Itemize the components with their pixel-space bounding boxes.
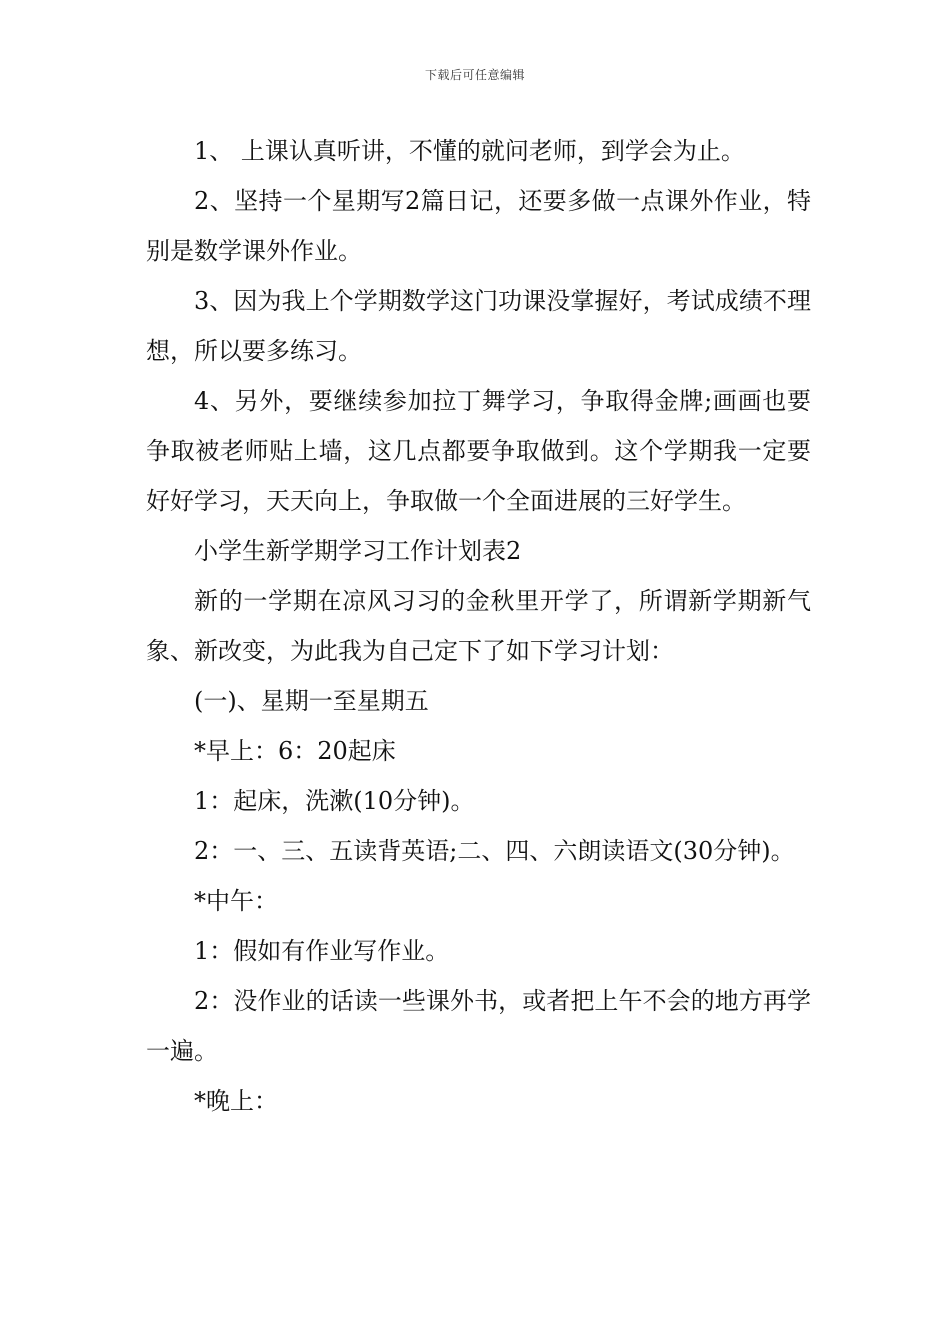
evening-heading: *晚上： (194, 1087, 278, 1115)
morning-item-1: 1：起床，洗漱(10分钟)。 (194, 787, 475, 815)
noon-item-1: 1：假如有作业写作业。 (194, 937, 450, 965)
noon-item-2: 2：没作业的话读一些课外书，或者把上午不会的地方再学一遍。 (146, 987, 811, 1065)
paragraph-item-1: 1、 上课认真听讲，不懂的就问老师，到学会为止。 (194, 137, 745, 165)
paragraph-item-3: 3、因为我上个学期数学这门功课没掌握好，考试成绩不理想，所以要多练习。 (146, 287, 811, 365)
intro-paragraph: 新的一学期在凉风习习的金秋里开学了，所谓新学期新气象、新改变，为此我为自己定下了如下学习计划： (146, 587, 811, 665)
paragraph-item-2: 2、坚持一个星期写2篇日记，还要多做一点课外作业，特别是数学课外作业。 (146, 187, 811, 265)
section-title: 小学生新学期学习工作计划表2 (194, 537, 522, 565)
noon-heading: *中午： (194, 887, 278, 915)
paragraph-item-4: 4、另外，要继续参加拉丁舞学习，争取得金牌;画画也要争取被老师贴上墙，这几点都要争取做到。这个学期我一定要好好学习，天天向上，争取做一个全面进展的三好学生。 (146, 387, 811, 515)
schedule-heading: (一)、星期一至星期五 (194, 687, 429, 715)
page-header-note: 下载后可任意编辑 (424, 68, 525, 82)
document-body (146, 126, 811, 1126)
morning-heading: *早上：6：20起床 (194, 737, 396, 765)
morning-item-2: 2：一、三、五读背英语;二、四、六朗读语文(30分钟)。 (194, 837, 795, 865)
